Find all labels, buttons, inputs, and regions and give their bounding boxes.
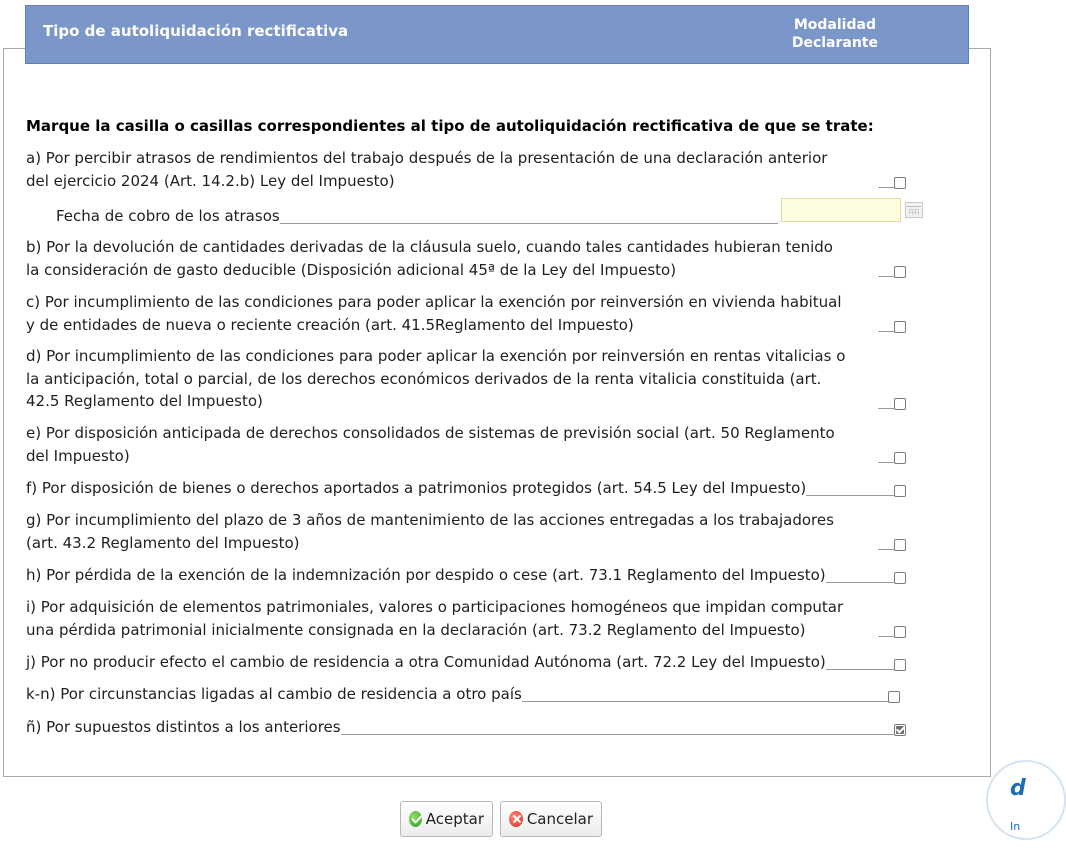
option-b-row [26,236,906,281]
option-b-checkbox[interactable] [894,266,906,278]
option-b-label: b) Por la devolución de cantidades derivadas de la cláusula suelo, cuando tales cantidades hubieran tenido la consideración de gasto deducible (Disposición adicional 45ª de la Ley del Impuesto) [26,238,833,279]
option-g-row [26,509,906,554]
help-badge-logo-text: d [1010,776,1026,801]
calendar-icon[interactable] [905,202,923,218]
declarante-label: Declarante [791,35,878,51]
option-h-row [26,564,906,587]
cancel-button-label: Cancelar [526,810,593,828]
option-f-checkbox[interactable] [894,485,906,497]
option-i-row [26,596,906,641]
option-c-row [26,291,906,336]
help-badge[interactable] [986,760,1066,840]
instructions-text: Marque la casilla o casillas correspondientes al tipo de autoliquidación rectificativa de que se trate: [26,117,874,135]
option-e-checkbox[interactable] [894,452,906,464]
modalidad-label: Modalidad [793,17,876,33]
option-n-tilde-label: ñ) Por supuestos distintos a los anteriores [26,718,341,736]
option-a-row [26,147,906,192]
red-x-icon [509,811,523,827]
option-a-checkbox[interactable] [894,177,906,189]
cancel-button[interactable] [500,801,602,837]
dialog-header [25,5,969,64]
header-title: Tipo de autoliquidación rectificativa [43,22,349,40]
option-kn-checkbox[interactable] [888,691,900,703]
option-n-tilde-row [26,716,906,739]
option-d-label: d) Por incumplimiento de las condiciones para poder aplicar la exención por reinversión en rentas vitalicias o la anticipación, total o parcial, de los derechos económicos derivados de la renta vitalicia constituida (art. 42.5 Reglamento del Impuesto) [26,347,846,410]
option-i-label: i) Por adquisición de elementos patrimoniales, valores o participaciones homogéneos que impidan computar una pérdida patrimonial inicialmente consignada en la declaración (art. 73.2 Reglamento del Impuesto) [26,598,844,639]
option-f-label: f) Por disposición de bienes o derechos aportados a patrimonios protegidos (art. 54.5 Ley del Impuesto) [26,479,807,497]
option-n-tilde-checkbox[interactable] [894,724,906,736]
option-c-label: c) Por incumplimiento de las condiciones para poder aplicar la exención por reinversión en vivienda habitual y de entidades de nueva o reciente creación (art. 41.5Reglamento del Impuesto) [26,293,842,334]
option-d-row [26,345,906,413]
fecha-cobro-input[interactable] [781,198,901,222]
fecha-cobro-label: Fecha de cobro de los atrasos [56,207,280,225]
option-g-label: g) Por incumplimiento del plazo de 3 años de mantenimiento de las acciones entregadas a los trabajadores (art. 43.2 Reglamento del Impuesto) [26,511,834,552]
option-d-checkbox[interactable] [894,398,906,410]
checkmark-icon [896,724,905,733]
accept-button[interactable] [400,801,493,837]
option-i-checkbox[interactable] [894,626,906,638]
option-kn-row [26,683,900,706]
header-modalidad [792,16,878,52]
option-e-label: e) Por disposición anticipada de derechos consolidados de sistemas de previsión social (art. 50 Reglamento del Impuesto) [26,424,835,465]
option-h-label: h) Por pérdida de la exención de la indemnización por despido o cese (art. 73.1 Reglamento del Impuesto) [26,566,826,584]
accept-button-label: Aceptar [425,810,484,828]
help-badge-caption: In [1010,820,1021,833]
option-e-row [26,422,906,467]
option-g-checkbox[interactable] [894,539,906,551]
option-a-label: a) Por percibir atrasos de rendimientos del trabajo después de la presentación de una declaración anterior del ejercicio 2024 (Art. 14.2.b) Ley del Impuesto) [26,149,828,190]
green-check-icon [409,811,422,827]
option-kn-label: k-n) Por circunstancias ligadas al cambio de residencia a otro país [26,685,522,703]
fecha-cobro-row [56,205,926,227]
option-j-checkbox[interactable] [894,659,906,671]
option-c-checkbox[interactable] [894,321,906,333]
option-j-row [26,651,906,674]
option-j-label: j) Por no producir efecto el cambio de residencia a otra Comunidad Autónoma (art. 72.2 Ley del Impuesto) [26,653,826,671]
option-f-row [26,477,906,500]
option-h-checkbox[interactable] [894,572,906,584]
